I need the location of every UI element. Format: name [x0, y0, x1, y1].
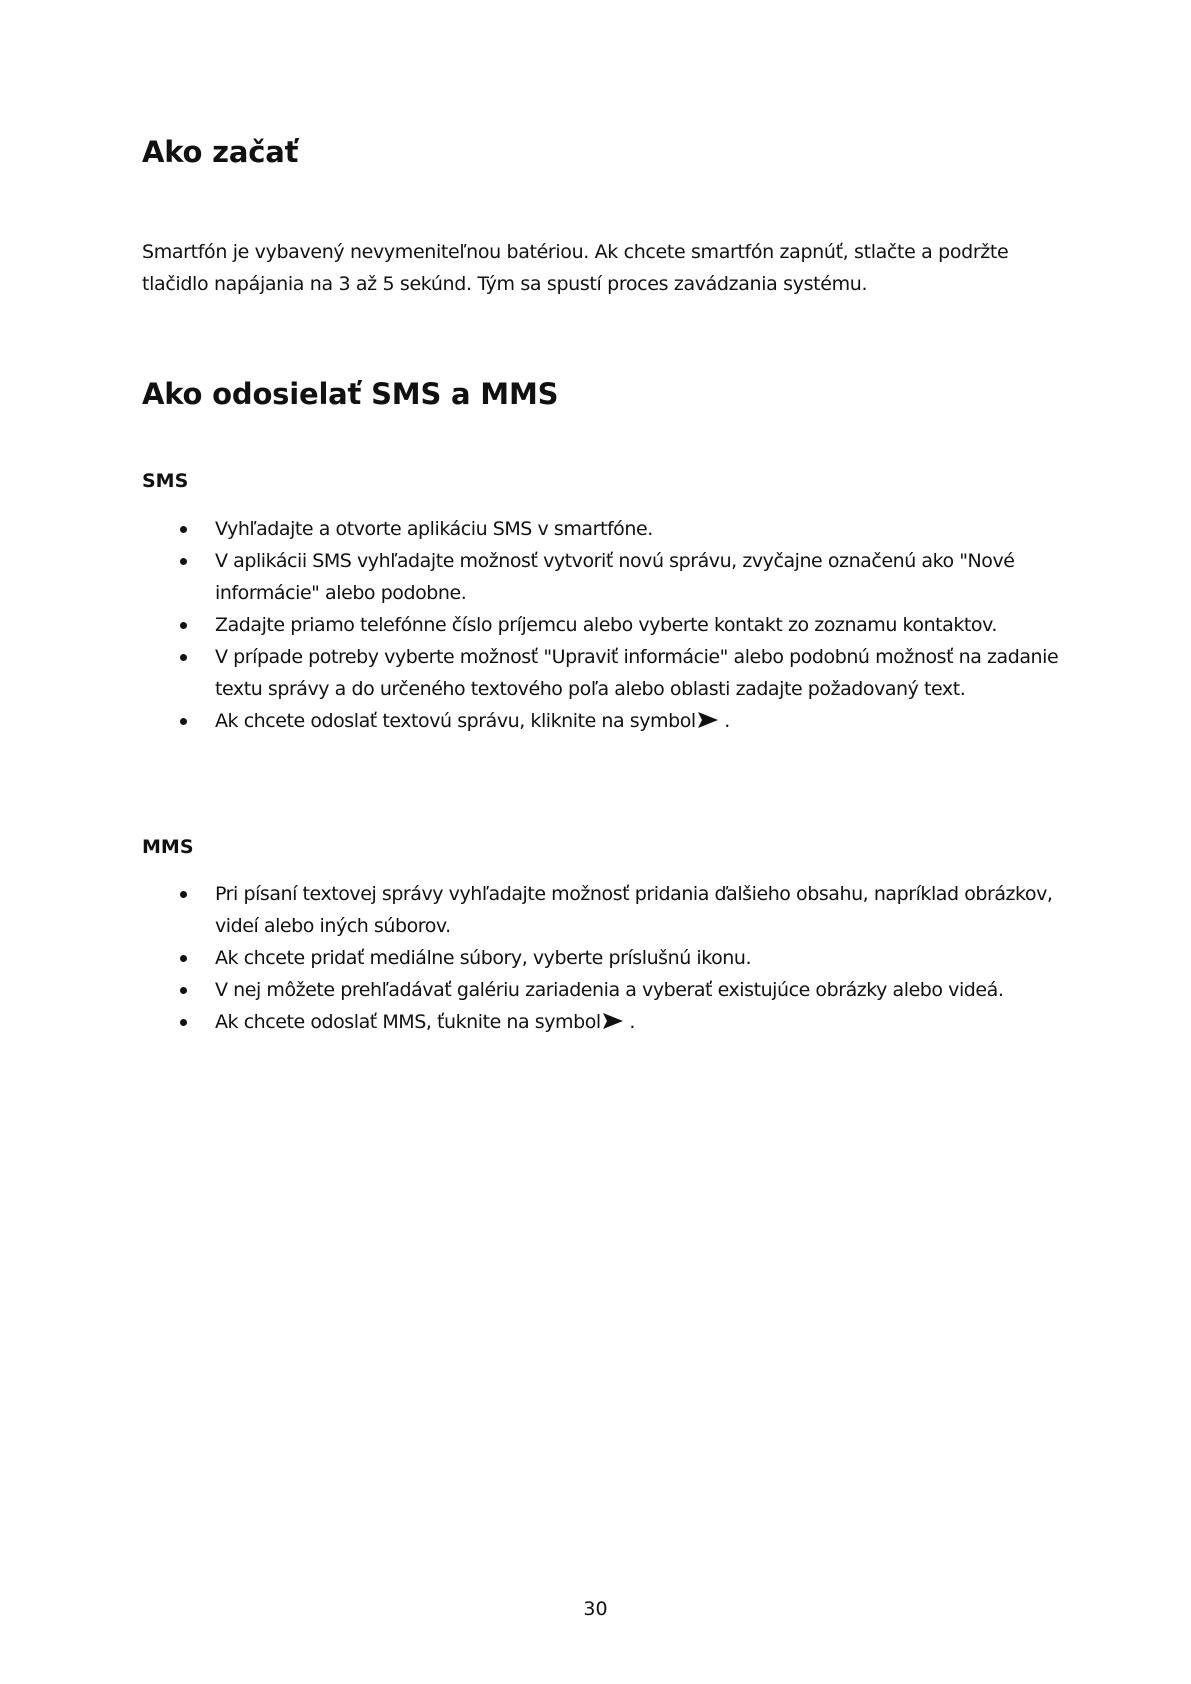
bullet-icon — [180, 526, 187, 533]
subheading-mms: MMS — [142, 836, 194, 858]
bullet-icon — [180, 1019, 187, 1026]
list-item: Ak chcete pridať mediálne súbory, vyberte príslušnú ikonu. — [142, 942, 1072, 974]
page-number: 30 — [583, 1598, 608, 1620]
mms-steps-list — [142, 878, 1072, 1038]
bullet-icon — [180, 622, 187, 629]
intro-paragraph: Smartfón je vybavený nevymeniteľnou batériou. Ak chcete smartfón zapnúť, stlačte a podržte tlačidlo napájania na 3 až 5 sekúnd. Tým sa spustí proces zavádzania systému. — [142, 241, 1009, 295]
list-item: Zadajte priamo telefónne číslo príjemcu alebo vyberte kontakt zo zoznamu kontaktov. — [142, 609, 1072, 641]
send-arrow-icon — [697, 711, 719, 729]
list-item: V prípade potreby vyberte možnosť "Upraviť informácie" alebo podobnú možnosť na zadanie textu správy a do určeného textového poľa alebo oblasti zadajte požadovaný text. — [142, 641, 1072, 705]
bullet-icon — [180, 891, 187, 898]
bullet-icon — [180, 654, 187, 661]
send-arrow-icon — [602, 1012, 624, 1030]
heading-sms-mms: Ako odosielať SMS a MMS — [142, 377, 559, 411]
bullet-icon — [180, 955, 187, 962]
bullet-icon — [180, 558, 187, 565]
list-item: Ak chcete odoslať MMS, ťuknite na symbol . — [142, 1006, 1072, 1038]
list-item: Ak chcete odoslať textovú správu, kliknite na symbol . — [142, 705, 1072, 737]
list-item: V aplikácii SMS vyhľadajte možnosť vytvoriť novú správu, zvyčajne označenú ako "Nové informácie" alebo podobne. — [142, 545, 1072, 609]
subheading-sms: SMS — [142, 470, 189, 492]
bullet-icon — [180, 987, 187, 994]
list-item: Pri písaní textovej správy vyhľadajte možnosť pridania ďalšieho obsahu, napríklad obrázkov, videí alebo iných súborov. — [142, 878, 1072, 942]
heading-ako-zacat: Ako začať — [142, 135, 299, 169]
list-item: Vyhľadajte a otvorte aplikáciu SMS v smartfóne. — [142, 513, 1072, 545]
list-item: V nej môžete prehľadávať galériu zariadenia a vyberať existujúce obrázky alebo videá. — [142, 974, 1072, 1006]
sms-steps-list — [142, 513, 1072, 737]
bullet-icon — [180, 718, 187, 725]
